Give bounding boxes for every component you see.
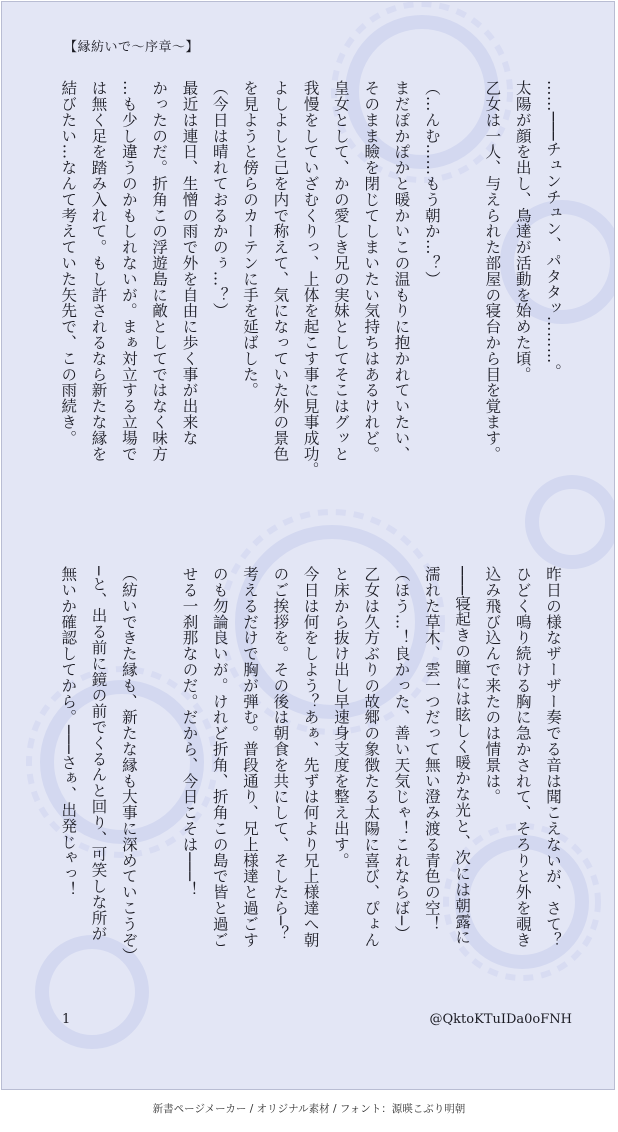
credit-footer: 新書ページメーカー / オリジナル素材 / フォント：源暎こぶり明朝 [152, 1103, 466, 1115]
page-number: 1 [62, 1012, 71, 1027]
body-text-lower: 昨日の様なザーザー奏でる音は聞こえないが、さて？ ひどく鳴り続ける胸に急かされて、そろりと外を覗き 込み飛び込んで来たのは情景は。 ───寝起きの瞳には眩しく暖かな光と、次には朝露に 濡れた草木、雲一つだって無い澄み渡る青色の空！ （ほう…！良かった、善い天気じゃ！これならば─） 乙女は久方ぶりの故郷の象徴たる太陽に喜び、ぴょん と床から抜け出し早速身支度を整え出す。 今日は何をしよう？あぁ、先ずは何より兄上様達へ朝 のご挨拶を。その後は朝食を共にして、そしたら─？ 考えるだけで胸が弾む。普段通り、兄上様達と過ごす のも勿論良いが。けれど折角、折角この島で皆と過ご せる一刹那なのだ。だから、今日こそは───！ （紡いできた縁も、新たな縁も大事に深めていこうぞ） ─と、出る前に鏡の前でくるんと回り、可笑しな所が 無いか確認してから。───さぁ、出発じゃっ！ [59, 566, 562, 964]
author-handle: @QktoKTuIDa0oFNH [429, 1012, 572, 1027]
body-text-upper: ……───チュンチュン、パタタッ………。 太陽が顔を出し、鳥達が活動を始めた頃。 乙女は一人、与えられた部屋の寝台から目を覚ます。 （…んむ……もう朝か…？） まだぽかぽかと暖かいこの温もりに抱かれていたい、 そのまま瞼を閉じてしまいたい気持ちはあるけれど。 皇女として、かの愛しき兄の実妹としてそこはグッと 我慢をしていざむくりっ、上体を起こす事に見事成功。 よしよしと己を内で称えて、気になっていた外の景色 を見ようと傍らのカーテンに手を延ばした。 （今日は晴れておるかのぅ…？） 最近は連日、生憎の雨で外を自由に歩く事が出来な かったのだ。折角この浮遊島に敵としてではなく味方 …も少し違うのかもしれないが。まぁ対立する立場で は無く足を踏み入れて。もし許されるなら新たな縁を 結びたい…なんて考えていた矢先で、この雨続き。 [59, 80, 562, 478]
book-page [1, 1, 615, 1090]
page-title: 【縁紡いで～序章～】 [64, 40, 200, 55]
